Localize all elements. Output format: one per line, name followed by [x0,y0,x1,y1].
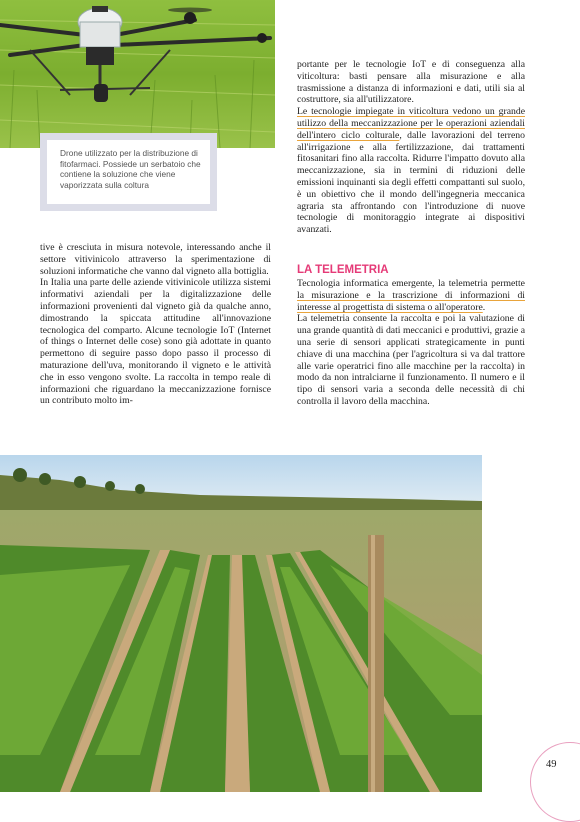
photo-caption-frame [40,133,217,211]
photo-caption: Drone utilizzato per la distribuzione di fitofarmaci. Possiede un serbatoio che contiene la soluzione che viene vaporizzata sulla coltura [47,140,210,204]
page-number: 49 [546,759,557,770]
paragraph: La telemetria consente la raccolta e poi la valutazione di una grande quantità di dati meccanici e produttivi, grazie a una serie di sensori applicati strategicamente in punti chiave di una macchina (per l'agricoltura si va dal trattore alle varie operatrici fino alle macchine per la raccolta) in modo da non intralciarne il funzionamento. Il numero e il tipo di sensori varia a seconda delle necessità di chi controlla il lavoro della macchina. [297,313,525,407]
paragraph-text: . [482,301,486,313]
drone-photo [0,0,275,148]
paragraph: In Italia una parte delle aziende vitivinicole utilizza sistemi informativi aziendali per la digitalizzazione delle informazioni provenienti dal vigneto già da qualche anno, dimostrando la spiccata attitudine all'innovazione tecnologica del comparto. Alcune tecnologie IoT (Internet of things o Internet delle cose) sono già adottate in quanto permettono di seguire passo dopo passo il processo di maturazione dell'uva, monitorando il vigneto e le attività che in esso vengono svolte. La raccolta in tempo reale di informazioni che riguardano la meccanizzazione fornisce un contributo molto im- [40,277,271,407]
paragraph [297,106,525,236]
text-column-right-bottom [297,278,525,408]
vineyard-photo [0,455,482,792]
paragraph-text: , dalle lavorazioni del terreno all'irrigazione e alla fertilizzazione, dai trattamenti fitosanitari fino alla raccolta. Ridurre l'impatto dovuto alla meccanizzazione, sia in termini di riduzioni delle emissioni inquinanti sia degli effetti compattanti sul suolo, è un obiettivo che il mondo dell'ingegneria meccanica agraria sta affrontando con l'introduzione di nuove tecnologie di monitoraggio integrate ai dispositivi avanzati. [297,129,525,236]
highlighted-text: la misurazione e la trascrizione di informazioni di interesse al progettista di sistema o all'operatore [297,289,525,313]
section-heading: LA TELEMETRIA [297,264,389,276]
page-number-decoration [530,742,580,822]
paragraph [297,278,525,313]
paragraph: tive è cresciuta in misura notevole, interessando anche il settore vitivinicolo attraverso la sperimentazione di soluzioni informatiche che vanno dal vigneto alla bottiglia. [40,242,271,277]
paragraph: portante per le tecnologie IoT e di conseguenza alla viticoltura: basti pensare alla misurazione e alla trasmissione a distanza di informazioni e dati, utili sia al costruttore, sia all'utilizzatore. [297,59,525,106]
paragraph-text: Tecnologia informatica emergente, la telemetria permette [297,278,525,289]
text-column-left [40,242,271,407]
highlighted-text: Le tecnologie impiegate in viticoltura vedono un grande utilizzo della meccanizzazione per le operazioni aziendali dell'intero ciclo colturale [297,106,525,141]
text-column-right-top [297,59,525,236]
